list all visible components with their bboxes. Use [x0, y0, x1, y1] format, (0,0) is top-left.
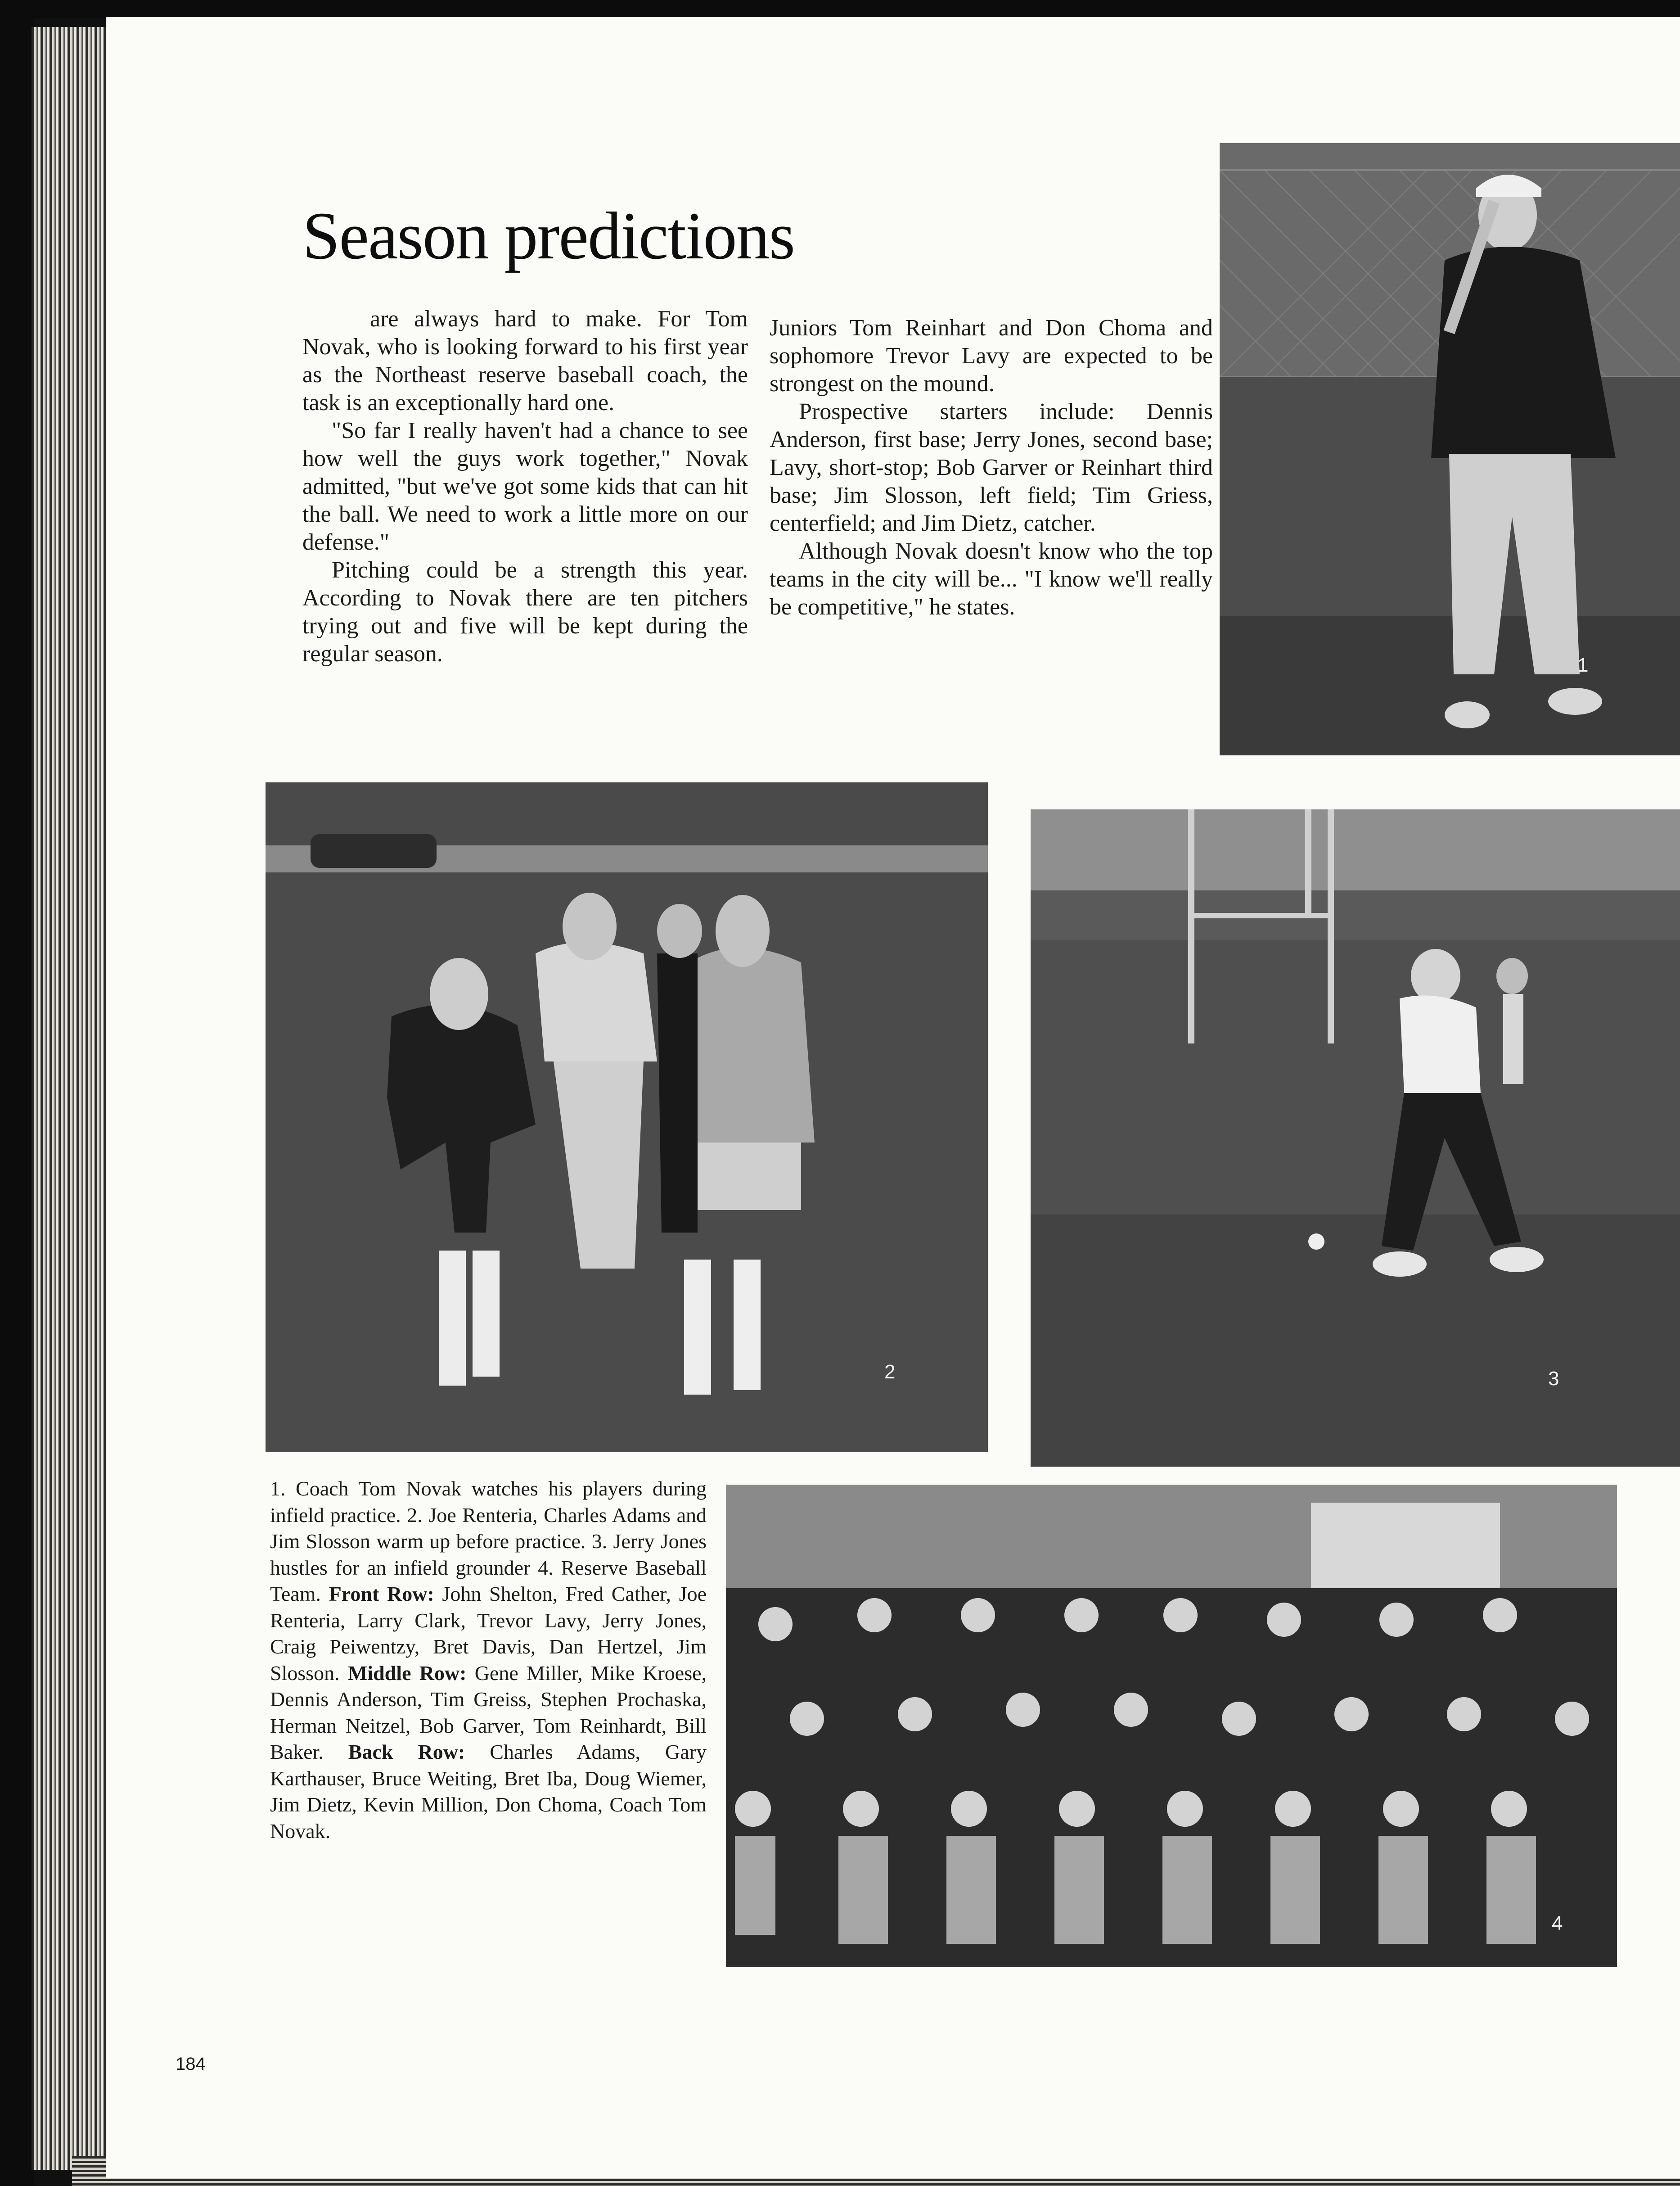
- caption-back-row-label: Back Row:: [348, 1740, 465, 1763]
- page-stack-edges: [32, 27, 108, 2170]
- caption-middle-row-label: Middle Row:: [347, 1661, 467, 1685]
- column-2-paragraph-2: Prospective starters include: Dennis Anderson, first base; Jerry Jones, second base; Lavy, short-stop; Bob Garver or Reinhart third base; Jim Slosson, left field; Tim Griess, centerfield; and Jim Dietz, catcher.: [770, 399, 1213, 536]
- photo-warm-up-illustration: [266, 782, 988, 1452]
- photo-captions: [270, 1476, 707, 1844]
- photo-warm-up: [266, 782, 988, 1452]
- photo-number-1: 1: [1577, 654, 1589, 676]
- photo-coach-illustration: [1220, 143, 1680, 755]
- headline: Season predictions: [302, 199, 794, 273]
- page-number: 184: [176, 2054, 206, 2074]
- column-2-paragraph-3: Although Novak doesn't know who the top teams in the city will be... "I know we'll really be competitive," he states.: [770, 538, 1213, 620]
- photo-team-illustration: [726, 1485, 1617, 1967]
- photo-number-3: 3: [1548, 1368, 1559, 1390]
- caption-middle-row-names: Gene Miller, Mike Kroese, Dennis Anderson, Tim Greiss, Stephen Prochaska, Herman Neitzel, Bob Garver, Tom Reinhardt, Bill Baker.: [270, 1661, 707, 1763]
- photo-number-4: 4: [1552, 1912, 1563, 1934]
- yearbook-page: [106, 17, 1680, 2178]
- article-column-1: [302, 305, 748, 668]
- column-1-paragraph-2: "So far I really haven't had a chance to see how well the guys work together," Novak admitted, "but we've got some kids that can hit the ball. We need to work a little more on our defense.": [302, 418, 748, 555]
- column-1-paragraph-1: are always hard to make. For Tom Novak, who is looking forward to his first year as the Northeast reserve baseball coach, the task is an exceptionally hard one.: [302, 306, 748, 416]
- photo-grounder-illustration: [1031, 809, 1680, 1467]
- article-column-2: [770, 314, 1213, 621]
- photo-team: [726, 1485, 1617, 1967]
- column-2-paragraph-1: Juniors Tom Reinhart and Don Choma and sophomore Trevor Lavy are expected to be strongest on the mound.: [770, 315, 1213, 397]
- photo-coach: [1220, 143, 1680, 755]
- column-1-paragraph-3: Pitching could be a strength this year. According to Novak there are ten pitchers trying out and five will be kept during the regular season.: [302, 557, 748, 667]
- caption-back-row-names: Charles Adams, Gary Karthauser, Bruce Weiting, Bret Iba, Doug Wiemer, Jim Dietz, Kevin Million, Don Choma, Coach Tom Novak.: [270, 1740, 707, 1843]
- caption-front-row-label: Front Row:: [329, 1582, 434, 1605]
- caption-intro: 1. Coach Tom Novak watches his players during infield practice. 2. Joe Renteria, Charles Adams and Jim Slosson warm up before practice. 3. Jerry Jones hustles for an infield grounder 4. Reserve Baseball Team.: [270, 1477, 707, 1605]
- photo-number-2: 2: [884, 1361, 896, 1383]
- top-edge: [0, 0, 1680, 18]
- caption-front-row-names: John Shelton, Fred Cather, Joe Renteria, Larry Clark, Trevor Lavy, Jerry Jones, Craig Peiwentzy, Bret Davis, Dan Hertzel, Jim Slosson.: [270, 1582, 707, 1685]
- photo-grounder: [1031, 809, 1680, 1467]
- book-spine: [0, 0, 34, 2186]
